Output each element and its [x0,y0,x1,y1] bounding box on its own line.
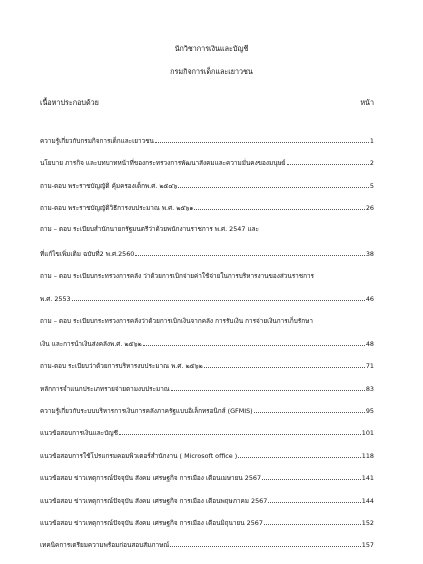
toc-entry[interactable] [40,451,374,460]
toc-entry-page: 48 [365,340,374,348]
toc-entry-page: 26 [365,204,374,212]
toc-entry-text: ที่แก้ไขเพิ่มเติม ฉบับที่2 พ.ศ.2560 [40,250,135,258]
toc-leader [170,546,361,547]
toc-entry-text-line1: ถาม – ตอบ ระเบียบกระทรวงการคลัง ว่าด้วยการเบิกจ่ายค่าใช้จ่ายในการบริหารงานของส่วนราชการ [40,272,314,280]
toc-entry-page: 144 [361,497,374,505]
toc-header-page: หน้า [360,98,374,107]
toc-entry-text: แนวข้อสอบ ข่าวเหตุการณ์ปัจจุบัน สังคม เศรษฐกิจ การเมือง เดือนพฤษภาคม 2567 [40,497,268,505]
toc-entry-page: 157 [361,541,374,549]
toc-entry-page: 2 [369,159,374,167]
toc-entry-page: 118 [361,452,374,460]
toc-leader [72,300,365,301]
toc-entry-text: หลักการจำแนกประเภทรายจ่ายตามงบประมาณ [40,385,170,393]
toc-entry-text: เงิน และการนำเงินส่งคลังพ.ศ. ๒๕๖๒ [40,340,142,348]
toc-leader [204,367,365,368]
toc-entry[interactable] [40,339,374,348]
toc-entry-page: 46 [365,295,374,303]
toc-entry-text: ถาม-ตอบ พระราชบัญญัติ คุ้มครองเด็กพ.ศ. ๒๕๔๖ [40,182,178,190]
toc-entry[interactable] [40,473,374,482]
toc-entry[interactable] [40,428,374,437]
toc-leader [262,479,361,480]
toc-entry[interactable] [40,158,374,167]
toc-entry-text: พ.ศ. 2553 [40,295,71,303]
toc-entry-page: 71 [365,362,374,370]
doc-subtitle: กรมกิจการเด็กและเยาวชน [170,67,253,76]
toc-entry-text: แนวข้อสอบ ข่าวเหตุการณ์ปัจจุบัน สังคม เศรษฐกิจ การเมือง เดือนเมษายน 2567 [40,474,262,482]
toc-entry[interactable] [40,203,374,212]
toc-entry-text: ความรู้เกี่ยวกับระบบบริหารการเงินการคลังภาครัฐแบบอิเล็กทรอนิกส์ (GFMIS) [40,407,253,415]
toc-entry[interactable] [40,181,374,190]
toc-entry-text: ความรู้เกี่ยวกับกรมกิจการเด็กและเยาวชน [40,137,154,145]
toc-entry-text: ถาม-ตอบ ระเบียบว่าด้วยการบริหารงบประมาณ พ.ศ. ๒๕๖๒ [40,362,203,370]
toc-entry-text-line1: ถาม – ตอบ ระเบียบกระทรวงการคลังว่าด้วยการเบิกเงินจากคลัง การรับเงิน การจ่ายเงินการเก็บรักษา [40,317,313,325]
toc-leader [194,209,365,210]
toc-leader [171,390,365,391]
toc-leader [143,345,365,346]
toc-entry[interactable] [40,406,374,415]
toc-entry-text-line1: ถาม – ตอบ ระเบียบสำนักนายกรัฐมนตรีว่าด้วยพนักงานราชการ พ.ศ. 2547 และ [40,225,259,233]
toc-entry-text: แนวข้อสอบการใช้โปรแกรมคอมพิวเตอร์สำนักงาน ( Microsoft office ) [40,452,238,460]
toc-entry[interactable] [40,496,374,505]
toc-header-label: เนื้อหาประกอบด้วย [40,98,99,107]
toc-entry-page: 141 [361,474,374,482]
toc-entry-text: เทคนิคการเตรียมความพร้อมก่อนสอบสัมภาษณ์ [40,541,170,549]
toc-entry-text: นโยบาย ภารกิจ และบทบาทหน้าที่ของกระทรวงการพัฒนาสังคมและความมั่นคงของมนุษย์ [40,159,286,167]
toc-leader [178,187,369,188]
toc-leader [287,164,369,165]
toc-leader [268,502,360,503]
toc-entry-page: 83 [365,385,374,393]
toc-entry-page: 5 [369,182,374,190]
toc-entry[interactable] [40,249,374,258]
toc-entry-page: 101 [361,429,374,437]
toc-leader [155,142,369,143]
toc-leader [238,457,361,458]
toc-entry[interactable] [40,540,374,549]
toc-entry-text: แนวข้อสอบการเงินและบัญชี [40,429,118,437]
doc-title: นักวิชาการเงินและบัญชี [174,44,249,53]
toc-leader [264,524,361,525]
toc-entry[interactable] [40,136,374,145]
toc-entry-text: แนวข้อสอบ ข่าวเหตุการณ์ปัจจุบัน สังคม เศรษฐกิจ การเมือง เดือนมิถุนายน 2567 [40,519,263,527]
toc-entry[interactable] [40,294,374,303]
toc-entry-page: 95 [365,407,374,415]
toc-entry-page: 1 [369,137,374,145]
toc-entry[interactable] [40,361,374,370]
toc-entry[interactable] [40,384,374,393]
toc-leader [254,412,365,413]
toc-entry-text: ถาม-ตอบ พระราชบัญญัติวิธีการงบประมาณ พ.ศ. ๒๕๖๑ [40,204,194,212]
toc-leader [119,434,361,435]
toc-entry-page: 152 [361,519,374,527]
toc-leader [135,255,365,256]
toc-entry[interactable] [40,518,374,527]
toc-entry-page: 38 [365,250,374,258]
